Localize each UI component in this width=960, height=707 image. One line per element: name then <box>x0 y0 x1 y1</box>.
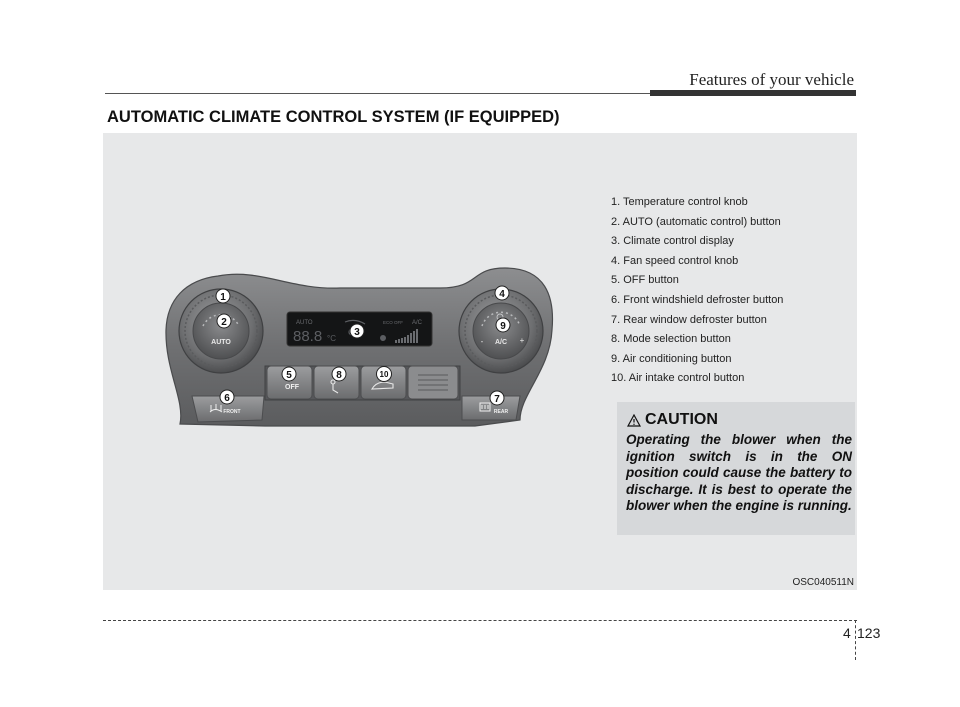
callout-8 <box>332 367 346 381</box>
callout-7 <box>490 391 504 405</box>
callout-5 <box>282 367 296 381</box>
svg-text:10: 10 <box>379 370 389 379</box>
svg-text:2: 2 <box>221 317 227 328</box>
svg-text:1: 1 <box>220 292 226 303</box>
display-ecoff: ECO OFF <box>383 320 403 325</box>
callout-6 <box>220 390 234 404</box>
legend-item: 8. Mode selection button <box>611 333 731 346</box>
display-fan-icon <box>380 335 386 341</box>
legend-item: 7. Rear window defroster button <box>611 313 767 326</box>
display-auto: AUTO <box>296 320 313 326</box>
callout-9 <box>496 318 510 332</box>
figure-code: OSC040511N <box>792 577 854 588</box>
fan-plus-label: + <box>519 336 525 345</box>
footer-divider <box>855 620 856 660</box>
ac-button-label: A/C <box>494 339 508 346</box>
legend-item: 10. Air intake control button <box>611 372 745 385</box>
section-title: AUTOMATIC CLIMATE CONTROL SYSTEM (IF EQUIPPED) <box>107 108 560 126</box>
callout-2 <box>217 314 231 328</box>
vent-grille <box>408 366 458 399</box>
footer-rule <box>103 620 857 621</box>
page-chapter: 4 <box>843 625 851 641</box>
legend-item: 5. OFF button <box>611 274 679 287</box>
svg-text:6: 6 <box>224 393 230 404</box>
svg-text:3: 3 <box>354 327 360 338</box>
legend-item: 1. Temperature control knob <box>611 196 748 208</box>
callout-3 <box>350 324 364 338</box>
page-number: 123 <box>857 625 881 641</box>
display-ac: A/C <box>412 320 423 326</box>
svg-text:4: 4 <box>499 289 505 300</box>
off-button-label: OFF <box>285 384 299 391</box>
legend-item: 9. Air conditioning button <box>611 352 732 365</box>
front-defrost-label: FRONT <box>223 409 241 415</box>
callout-1 <box>216 289 230 303</box>
callout-10 <box>377 367 392 382</box>
legend-item: 6. Front windshield defroster button <box>611 293 784 306</box>
svg-text:9: 9 <box>500 321 506 332</box>
svg-text:5: 5 <box>286 370 292 381</box>
warning-triangle-icon <box>627 414 641 427</box>
fan-minus-label: - <box>480 337 484 346</box>
svg-text:8: 8 <box>336 370 342 381</box>
svg-text:7: 7 <box>494 394 500 405</box>
legend-list <box>611 196 783 392</box>
caution-text: Operating the blower when the ignition switch is in the ON position could cause the battery to discharge. It is best to operate the blower when the engine is running. <box>626 432 852 514</box>
legend-item: 4. Fan speed control knob <box>611 254 739 267</box>
display-temp: 88.8 <box>293 328 323 345</box>
caution-title: CAUTION <box>645 411 718 428</box>
display-unit: °C <box>327 334 336 343</box>
caution-box <box>617 402 855 535</box>
rear-defrost-label: REAR <box>493 409 509 415</box>
auto-button-label: AUTO <box>211 339 231 346</box>
callout-4 <box>495 286 509 300</box>
legend-item: 3. Climate control display <box>611 235 734 248</box>
header-title: Features of your vehicle <box>689 70 854 89</box>
auto-button[interactable] <box>193 303 249 359</box>
caution-header <box>627 411 718 429</box>
legend-item: 2. AUTO (automatic control) button <box>611 215 781 228</box>
